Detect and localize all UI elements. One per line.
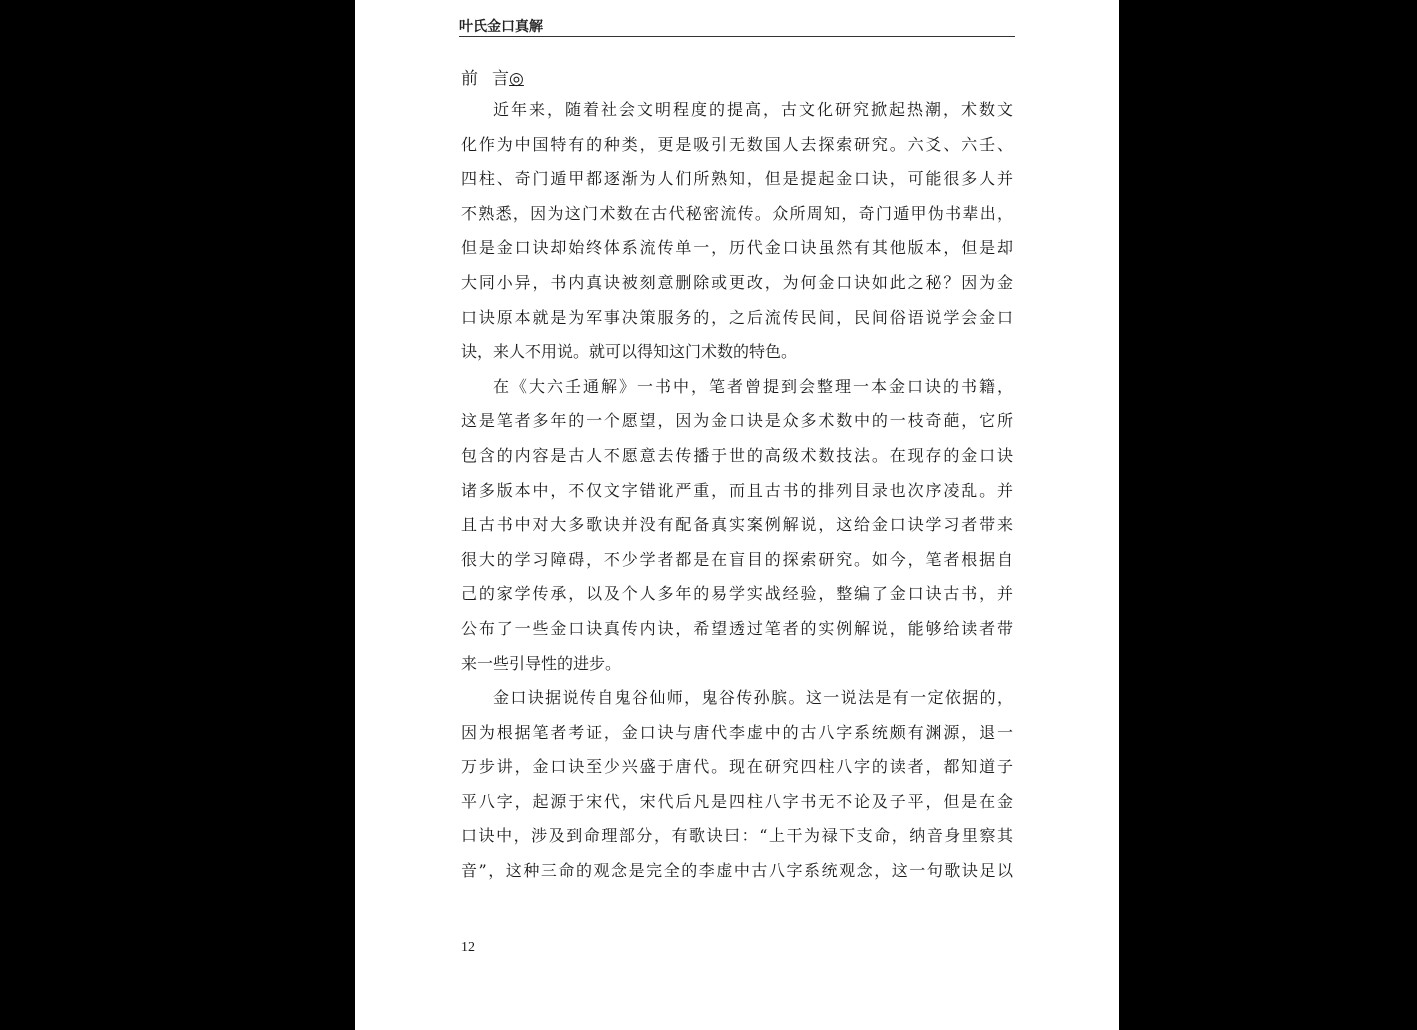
running-title: 叶氏金口真解	[459, 19, 543, 35]
page-number: 12	[461, 940, 475, 955]
text-line: 这是笔者多年的一个愿望，因为金口诀是众多术数中的一枝奇葩，它所	[461, 411, 1013, 431]
text-line: 近年来，随着社会文明程度的提高，古文化研究掀起热潮，术数文	[493, 100, 1013, 119]
text-line: 因为根据笔者考证，金口诀与唐代李虚中的古八字系统颇有渊源，退一	[461, 722, 1013, 742]
text-line: 四柱、奇门遁甲都逐渐为人们所熟知，但是提起金口诀，可能很多人并	[461, 169, 1013, 189]
text-line: 很大的学习障碍，不少学者都是在盲目的探索研究。如今，笔者根据自	[461, 549, 1013, 569]
text-line: 在《大六壬通解》一书中，笔者曾提到会整理一本金口诀的书籍，	[493, 376, 1013, 396]
text-line: 诀，来人不用说。就可以得知这门术数的特色。	[461, 342, 798, 362]
book-page	[355, 0, 1119, 1030]
text-line: 万步讲，金口诀至少兴盛于唐代。现在研究四柱八字的读者，都知道子	[461, 757, 1013, 777]
text-line: 但是金口诀却始终体系流传单一，历代金口诀虽然有其他版本，但是却	[461, 238, 1013, 258]
text-line: 金口诀据说传自鬼谷仙师，鬼谷传孙膑。这一说法是有一定依据的，	[493, 688, 1013, 708]
text-line: 口诀原本就是为军事决策服务的，之后流传民间，民间俗语说学会金口	[461, 307, 1013, 327]
heading-char-1: 前	[461, 69, 478, 89]
body-text	[461, 93, 1013, 889]
text-line: 且古书中对大多歌诀并没有配备真实案例解说，这给金口诀学习者带来	[461, 515, 1013, 535]
text-line: 己的家学传承，以及个人多年的易学实战经验，整编了金口诀古书，并	[461, 584, 1013, 604]
text-line: 不熟悉，因为这门术数在古代秘密流传。众所周知，奇门遁甲伪书辈出，	[461, 203, 1013, 223]
text-line: 大同小异，书内真诀被刻意删除或更改，为何金口诀如此之秘？因为金	[461, 272, 1013, 292]
text-line: 平八字，起源于宋代，宋代后凡是四柱八字书无不论及子平，但是在金	[461, 791, 1013, 811]
text-line: 诸多版本中，不仅文字错讹严重，而且古书的排列目录也次序凌乱。并	[461, 480, 1013, 500]
text-line: 化作为中国特有的种类，更是吸引无数国人去探索研究。六爻、六壬、	[461, 134, 1013, 154]
heading-char-2: 言	[492, 69, 509, 89]
text-line: 包含的内容是古人不愿意去传播于世的高级术数技法。在现存的金口诀	[461, 445, 1013, 465]
section-heading	[461, 64, 524, 89]
running-header	[459, 14, 1015, 37]
text-line: 公布了一些金口诀真传内诀，希望透过笔者的实例解说，能够给读者带	[461, 618, 1013, 638]
text-line: 口诀中，涉及到命理部分，有歌诀曰：“上干为禄下支命，纳音身里察其	[461, 826, 1013, 846]
text-line: 音”，这种三命的观念是完全的李虚中古八字系统观念，这一句歌诀足以	[461, 861, 1013, 881]
text-line: 来一些引导性的进步。	[461, 653, 622, 673]
footnote-marker: ◎	[509, 69, 524, 89]
